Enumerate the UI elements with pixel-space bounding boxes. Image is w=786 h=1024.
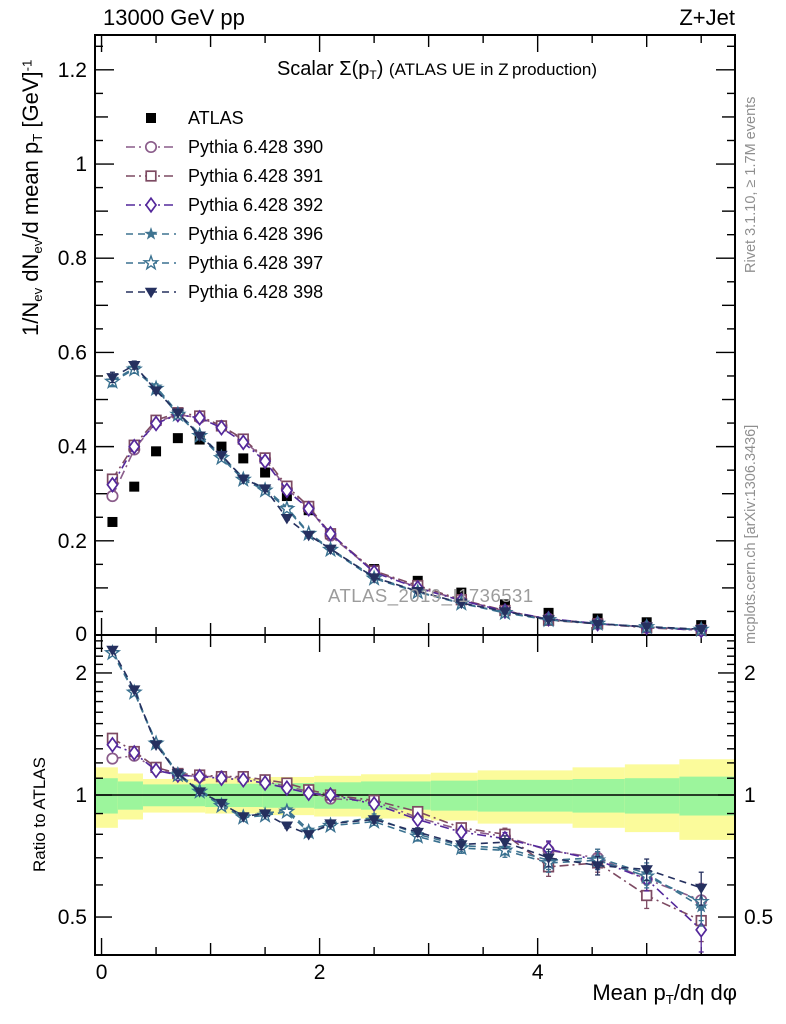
y-main-tick-label: 0.2 <box>57 529 87 553</box>
x-tick-label: 0 <box>95 961 108 984</box>
mcplots-arxiv-note: mcplots.cern.ch [arXiv:1306.3436] <box>743 424 759 644</box>
rivet-version-note: Rivet 3.1.10, ≥ 1.7M events <box>743 96 759 273</box>
ratio-tick-label: 2 <box>744 661 756 685</box>
ratio-tick-label: 1 <box>75 784 87 807</box>
legend-label: Pythia 6.428 398 <box>188 282 324 302</box>
legend-label: Pythia 6.428 397 <box>188 253 324 273</box>
green-band-segment <box>625 778 680 813</box>
legend-label: Pythia 6.428 391 <box>188 166 324 186</box>
legend-label: Pythia 6.428 390 <box>188 137 324 157</box>
legend-entry-pythia-396 <box>126 224 323 244</box>
plot-title: Scalar $\Sigma(p_T)$ (ATLAS UE in Z production) <box>276 58 598 82</box>
ratio-tick-label: 0.5 <box>744 906 774 930</box>
legend-entry-atlas <box>146 108 244 128</box>
y-main-tick-label: 0.6 <box>57 341 87 365</box>
legend-label: ATLAS <box>188 108 244 128</box>
ratio-tick-label: 1 <box>744 784 756 807</box>
analysis-id-watermark: ATLAS_2019_I1736531 <box>328 585 534 606</box>
x-axis-label: Mean $p_T/d\eta$ dφ <box>592 980 737 1008</box>
y-axis-label: $1/N_{ev}$ $dN_{ev}/d$ mean $p_T$ [GeV]$^{-1}$ <box>18 59 46 336</box>
green-band-segment <box>95 778 118 813</box>
x-tick-label: 2 <box>313 961 326 984</box>
x-tick-label: 4 <box>531 961 544 984</box>
legend-label: Pythia 6.428 392 <box>188 195 324 215</box>
series-ratio-pythia-391 <box>108 733 706 941</box>
y-main-tick-label: 0.8 <box>57 247 87 271</box>
green-band-segment <box>573 779 625 813</box>
legend-entry-pythia-391 <box>126 166 323 186</box>
legend-label: Pythia 6.428 396 <box>188 224 324 244</box>
ratio-tick-label: 0.5 <box>57 906 87 930</box>
y-main-tick-label: 0 <box>75 623 87 646</box>
tick-labels <box>58 59 773 984</box>
uncertainty-bands <box>95 759 735 840</box>
ratio-tick-label: 2 <box>75 661 87 685</box>
y-main-tick-label: 1 <box>75 153 87 177</box>
green-band-segment <box>679 777 735 816</box>
legend-entry-pythia-390 <box>126 137 323 157</box>
ratio-axis-label: Ratio to ATLAS <box>30 757 49 872</box>
legend-entry-pythia-397 <box>126 253 323 273</box>
y-main-tick-label: 0.4 <box>57 435 87 459</box>
legend-entry-pythia-398 <box>126 282 323 302</box>
green-band-segment <box>478 780 573 812</box>
legend <box>126 108 323 302</box>
legend-entry-pythia-392 <box>126 195 323 215</box>
beam-energy-label: 13000 GeV pp <box>103 5 245 30</box>
y-main-tick-label: 1.2 <box>57 58 87 82</box>
process-label: Z+Jet <box>679 5 735 30</box>
figure-root <box>58 35 773 984</box>
